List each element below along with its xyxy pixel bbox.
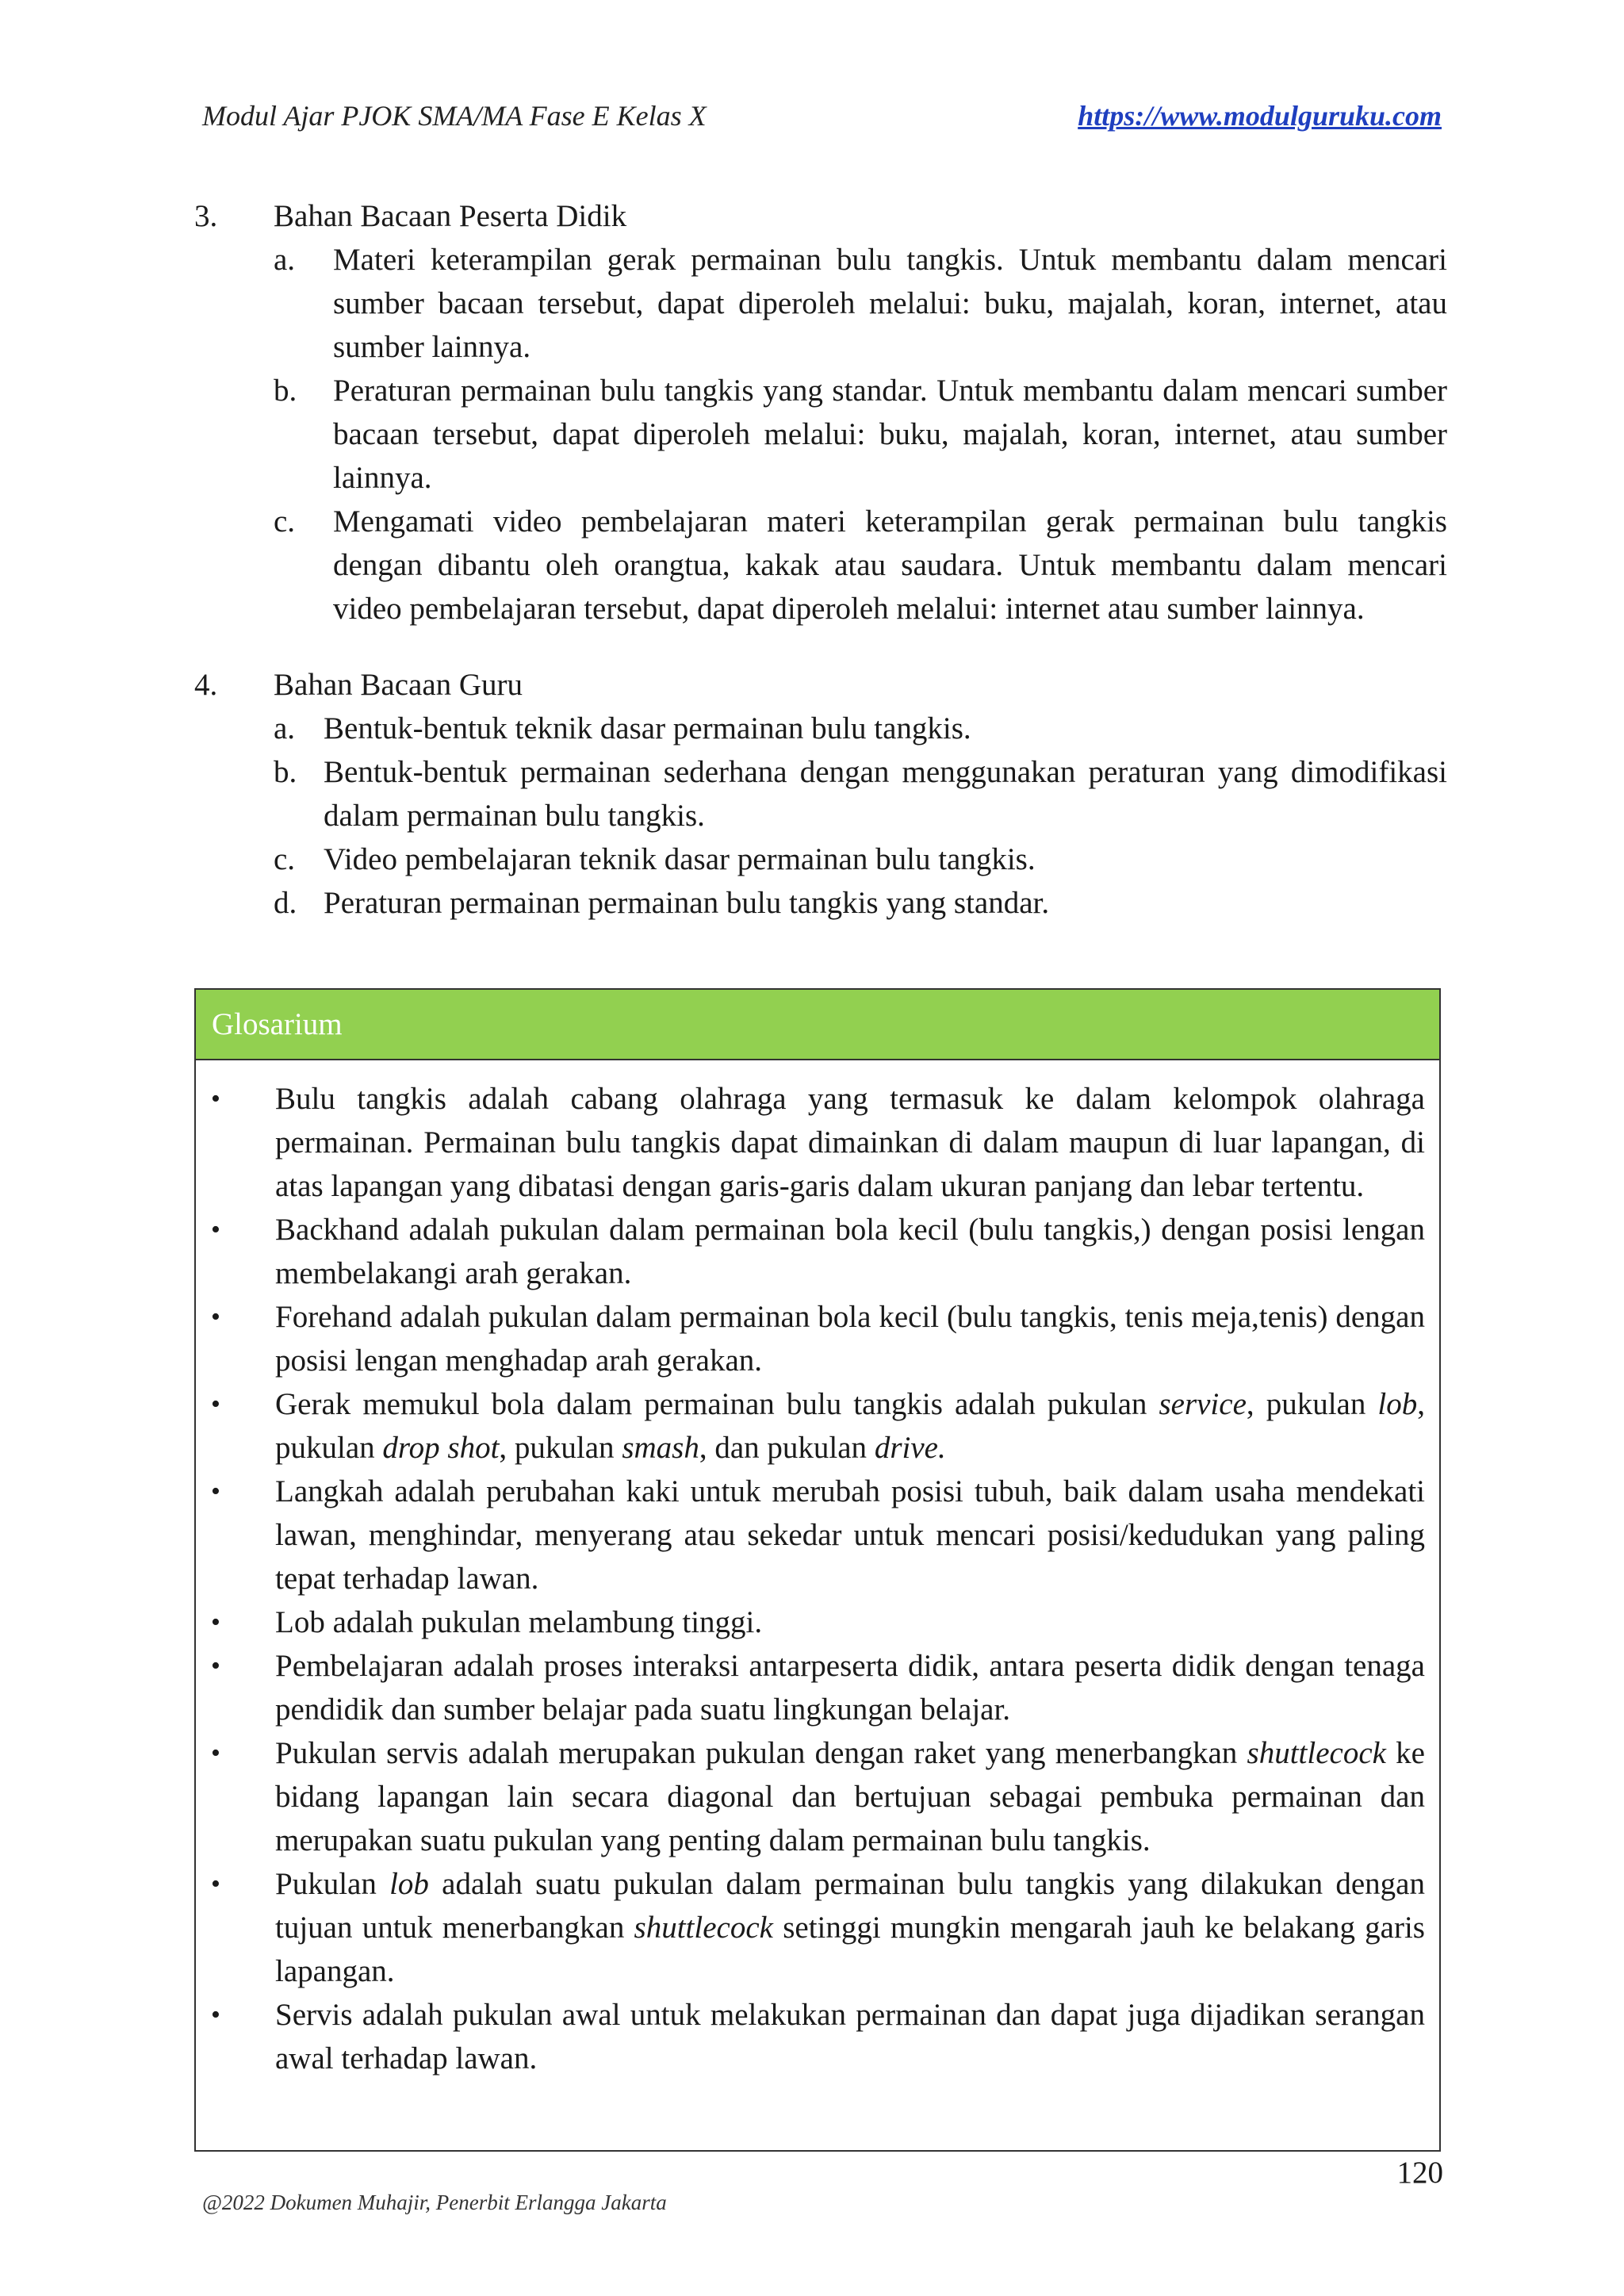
- italic-term: lob: [1377, 1387, 1418, 1421]
- definition-text: Gerak memukul bola dalam permainan bulu tangkis adalah pukulan: [275, 1387, 1159, 1421]
- italic-term: drop shot: [382, 1431, 500, 1465]
- bullet-icon: •: [211, 1738, 220, 1768]
- item-text: Peraturan permainan bulu tangkis yang standar. Untuk membantu dalam mencari sumber bacaan tersebut, dapat diperoleh melalui: buku, majalah, koran, internet, atau sumber lainnya.: [333, 374, 1447, 495]
- item-text: Bentuk-bentuk permainan sederhana dengan menggunakan peraturan yang dimodifikasi dalam permainan bulu tangkis.: [324, 755, 1447, 833]
- definition-text: adalah suatu pukulan dalam permainan bulu tangkis yang dilakukan dengan tujuan untuk menerbangkan: [275, 1867, 1425, 1945]
- definition-text: ke bidang lapangan lain secara diagonal dan bertujuan sebagai pembuka permainan dan merupakan suatu pukulan yang penting dalam permainan bulu tangkis.: [275, 1736, 1425, 1857]
- list-item: [194, 881, 1447, 925]
- website-link[interactable]: https://www.modulguruku.com: [1078, 100, 1442, 132]
- italic-term: shuttlecock: [634, 1911, 773, 1945]
- definition-text: Bulu tangkis adalah cabang olahraga yang termasuk ke dalam kelompok olahraga permainan. Permainan bulu tangkis dapat dimainkan di dalam maupun di luar lapangan, di atas lapangan yang dibatasi dengan garis-garis dalam ukuran panjang dan lebar tertentu.: [275, 1082, 1425, 1203]
- glossary-item: [196, 1470, 1439, 1600]
- glossary-item: [196, 1731, 1439, 1862]
- bullet-icon: •: [211, 1651, 220, 1681]
- bullet-icon: •: [211, 1302, 220, 1332]
- definition-text: Pukulan servis adalah merupakan pukulan dengan raket yang menerbangkan: [275, 1736, 1247, 1770]
- bullet-icon: •: [211, 1608, 220, 1637]
- glossary-item: [196, 1382, 1439, 1470]
- list-item: [194, 369, 1447, 500]
- bullet-icon: •: [211, 1084, 220, 1114]
- bullet-icon: •: [211, 1215, 220, 1244]
- bullet-icon: •: [211, 1869, 220, 1899]
- definition-text: Pembelajaran adalah proses interaksi antarpeserta didik, antara peserta didik dengan tenaga pendidik dan sumber belajar pada suatu lingkungan belajar.: [275, 1649, 1425, 1727]
- item-text: Peraturan permainan permainan bulu tangkis yang standar.: [324, 886, 1050, 920]
- item-letter: b.: [274, 374, 297, 408]
- list-item: [194, 238, 1447, 369]
- item-letter: a.: [274, 711, 296, 746]
- definition-text: Backhand adalah pukulan dalam permainan bola kecil (bulu tangkis,) dengan posisi lengan membelakangi arah gerakan.: [275, 1213, 1425, 1290]
- section-reading-students: [194, 194, 1447, 631]
- glossary-header: [196, 990, 1439, 1060]
- item-text: Video pembelajaran teknik dasar permainan bulu tangkis.: [324, 842, 1036, 876]
- bullet-icon: •: [211, 2000, 220, 2030]
- list-item: [194, 838, 1447, 881]
- italic-term: drive.: [874, 1431, 946, 1465]
- item-letter: d.: [274, 886, 297, 920]
- definition-text: Lob adalah pukulan melambung tinggi.: [275, 1605, 763, 1639]
- definition-text: Servis adalah pukulan awal untuk melakukan permainan dan dapat juga dijadikan serangan awal terhadap lawan.: [275, 1998, 1425, 2076]
- glossary-item: [196, 1600, 1439, 1644]
- module-title: Modul Ajar PJOK SMA/MA Fase E Kelas X: [202, 100, 707, 132]
- item-letter: a.: [274, 243, 296, 277]
- glossary-item: [196, 1208, 1439, 1295]
- item-letter: c.: [274, 842, 296, 876]
- italic-term: shuttlecock: [1247, 1736, 1386, 1770]
- glossary-box: [194, 988, 1441, 2152]
- section-reading-teacher: [194, 663, 1447, 925]
- page-header: [202, 99, 1442, 139]
- italic-term: smash: [622, 1431, 699, 1465]
- glossary-list: [196, 1060, 1439, 2080]
- italic-term: service: [1159, 1387, 1247, 1421]
- item-letter: b.: [274, 755, 297, 789]
- definition-text: setinggi mungkin mengarah jauh ke belakang garis lapangan.: [275, 1911, 1425, 1988]
- definition-text: , pukulan: [275, 1387, 1425, 1465]
- sub-list: [194, 238, 1447, 631]
- glossary-item: [196, 1077, 1439, 1208]
- item-text: Materi keterampilan gerak permainan bulu tangkis. Untuk membantu dalam mencari sumber bacaan tersebut, dapat diperoleh melalui: buku, majalah, koran, internet, atau sumber lainnya.: [333, 243, 1447, 364]
- definition-text: , dan pukulan: [699, 1431, 875, 1465]
- glossary-item: [196, 1644, 1439, 1731]
- section-title: Bahan Bacaan Peserta Didik: [274, 199, 627, 233]
- definition-text: , pukulan: [1246, 1387, 1378, 1421]
- section-number: 3.: [194, 199, 218, 233]
- list-item: [194, 500, 1447, 631]
- list-item: [194, 750, 1447, 838]
- list-item: [194, 707, 1447, 750]
- definition-text: Langkah adalah perubahan kaki untuk merubah posisi tubuh, baik dalam usaha mendekati lawan, menghindar, menyerang atau sekedar untuk mencari posisi/kedudukan yang paling tepat terhadap lawan.: [275, 1474, 1425, 1596]
- bullet-icon: •: [211, 1389, 220, 1419]
- glossary-item: [196, 1862, 1439, 1993]
- page-number: 120: [1396, 2156, 1443, 2190]
- definition-text: , pukulan: [499, 1431, 622, 1465]
- item-text: Bentuk-bentuk teknik dasar permainan bulu tangkis.: [324, 711, 971, 746]
- glossary-item: [196, 1993, 1439, 2080]
- glossary-title: Glosarium: [212, 1007, 343, 1041]
- section-number: 4.: [194, 668, 218, 702]
- bullet-icon: •: [211, 1477, 220, 1506]
- footer-copyright: @2022 Dokumen Muhajir, Penerbit Erlangga Jakarta: [202, 2191, 667, 2214]
- definition-text: Forehand adalah pukulan dalam permainan bola kecil (bulu tangkis, tenis meja,tenis) dengan posisi lengan menghadap arah gerakan.: [275, 1300, 1425, 1378]
- item-letter: c.: [274, 504, 296, 539]
- glossary-item: [196, 1295, 1439, 1382]
- italic-term: lob: [389, 1867, 429, 1901]
- definition-text: Pukulan: [275, 1867, 390, 1901]
- item-text: Mengamati video pembelajaran materi keterampilan gerak permainan bulu tangkis dengan dibantu oleh orangtua, kakak atau saudara. Untuk membantu dalam mencari video pembelajaran tersebut, dapat diperoleh melalui: internet atau sumber lainnya.: [333, 504, 1447, 626]
- sub-list: [194, 707, 1447, 925]
- section-title: Bahan Bacaan Guru: [274, 668, 523, 702]
